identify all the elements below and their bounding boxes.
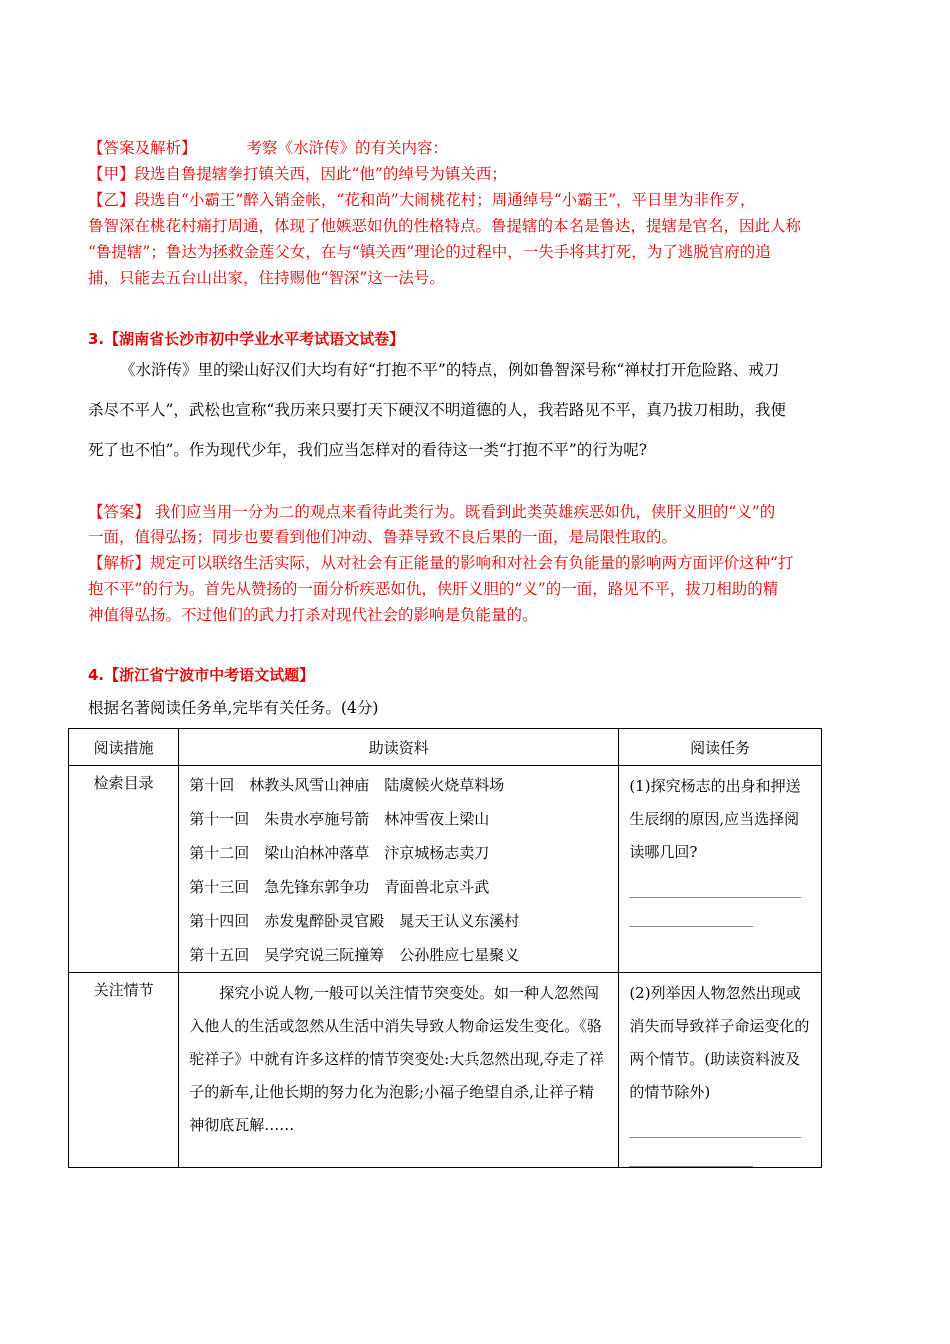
question-4-heading: 4.【浙江省宁波市中考语文试题】 (88, 666, 315, 684)
reading-task-table (68, 728, 822, 1168)
answer-yi-line: “鲁提辖”；鲁达为拯救金莲父女，在与“镇关西”理论的过程中，一失手将其打死，为了逃脱官府的追 (88, 243, 771, 261)
question-3-answer-line: 一面，值得弘扬；同步也要看到他们冲动、鲁莽导致不良后果的一面，是局限性取的。 (88, 528, 678, 546)
table-row (69, 766, 822, 973)
answer-blank-line[interactable] (629, 1138, 753, 1167)
question-3-analysis-line: 神值得弘扬。不过他们的武力打杀对现代社会的影响是负能量的。 (88, 606, 538, 624)
answer-yi-line: 【乙】段选自“小霸王”醉入销金帐，“花和尚”大闹桃花村；周通绰号“小霸王”，平日里为非作歹， (88, 191, 756, 209)
header-task: 阅读任务 (619, 729, 822, 766)
question-3-text-line: 杀尽不平人”，武松也宣称“我历来只要打天下硬汉不明道德的人，我若路见不平，真乃拔刀相助，我便 (88, 401, 786, 419)
chapter-item: 第十回 林教头风雪山神庙 陆虞候火烧草料场 (189, 776, 505, 794)
answer-jia: 【甲】段选自鲁提辖拳打镇关西，因此“他”的绰号为镇关西； (88, 165, 507, 183)
chapter-item: 第十五回 吴学究说三阮撞筹 公孙胜应七星聚义 (189, 946, 520, 964)
row2-info (179, 973, 619, 1168)
question-3-analysis-line: 抱不平”的行为。首先从赞扬的一面分析疾恶如仇，侠肝义胆的“义”的一面，路见不平，拔刀相助的精 (88, 580, 779, 598)
answer-blank-line[interactable] (629, 898, 753, 927)
row2-measure: 关注情节 (69, 973, 179, 1168)
table-row (69, 973, 822, 1168)
row2-info-text: 探究小说人物,一般可以关注情节突变处。如一种人忽然闯入他人的生活或忽然从生活中消失导致人物命运发生变化。《骆驼祥子》中就有许多这样的情节突变处:大兵忽然出现,夺走了祥子的新车,让他长期的努力化为泡影;小福子绝望自杀,让祥子精神彻底瓦解…… (189, 984, 605, 1134)
chapter-list (179, 766, 619, 973)
answer-analysis-line (88, 136, 448, 158)
row1-task (619, 766, 822, 973)
row1-task-text: (1)探究杨志的出身和押送生辰纲的原因,应当选择阅读哪几回? (629, 777, 801, 861)
chapter-item: 第十一回 朱贵水亭施号箭 林冲雪夜上梁山 (189, 810, 490, 828)
answer-yi-line: 鲁智深在桃花村痛打周通，体现了他嫉恶如仇的性格特点。鲁提辖的本名是鲁达，提辖是官名，因此人称 (88, 217, 802, 235)
header-measure: 阅读措施 (69, 729, 179, 766)
chapter-item: 第十二回 梁山泊林冲落草 汴京城杨志卖刀 (189, 844, 490, 862)
chapter-item: 第十三回 急先锋东郭争功 青面兽北京斗武 (189, 878, 490, 896)
table-header-row (69, 729, 822, 766)
row1-measure: 检索目录 (69, 766, 179, 973)
answer-yi-line: 捕，只能去五台山出家，住持赐他“智深”这一法号。 (88, 269, 445, 287)
header-materials: 助读资料 (179, 729, 619, 766)
answer-intro: 考察《水浒传》的有关内容： (246, 139, 449, 157)
question-3-heading: 3.【湖南省长沙市初中学业水平考试语文试卷】 (88, 330, 405, 348)
chapter-item: 第十四回 赤发鬼醉卧灵官殿 晁天王认义东溪村 (189, 912, 520, 930)
question-3-text-line: 《水浒传》里的梁山好汉们大均有好“打抱不平”的特点，例如鲁智深号称“禅杖打开危险路、戒刀 (120, 361, 780, 379)
answer-blank-line[interactable] (629, 869, 801, 898)
question-3-answer-line: 【答案】 我们应当用一分为二的观点来看待此类行为。既看到此类英雄疾恶如仇，侠肝义胆的“义”的 (88, 503, 776, 521)
question-3-text-line: 死了也不怕”。作为现代少年，我们应当怎样对的看待这一类“打抱不平”的行为呢? (88, 441, 648, 459)
question-4-intro: 根据名著阅读任务单,完毕有关任务。(4分) (88, 699, 379, 717)
row2-task-text: (2)列举因人物忽然出现或消失而导致祥子命运变化的两个情节。(助读资料波及的情节除外) (629, 984, 810, 1101)
row2-task (619, 973, 822, 1168)
answer-label: 【答案及解析】 (88, 139, 197, 157)
answer-blank-line[interactable] (629, 1109, 801, 1138)
question-3-analysis-line: 【解析】规定可以联络生活实际，从对社会有正能量的影响和对社会有负能量的影响两方面评价这种“打 (88, 554, 794, 572)
